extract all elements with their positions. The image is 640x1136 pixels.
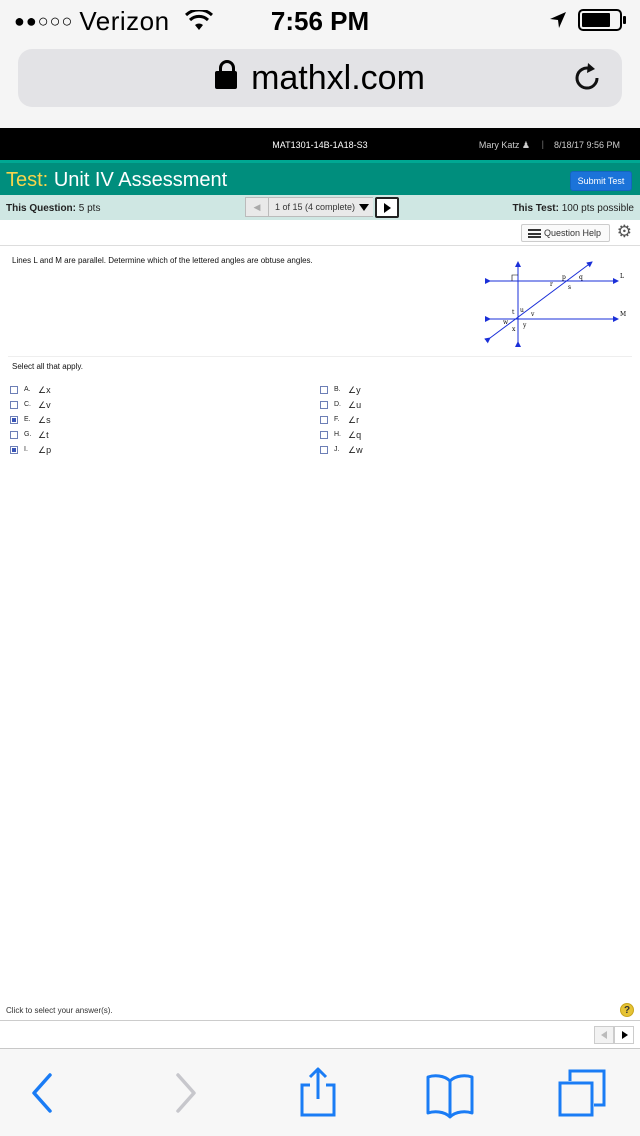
footer-message: Click to select your answer(s).: [6, 1006, 113, 1015]
checkbox[interactable]: [320, 416, 328, 424]
pager-previous-button[interactable]: [594, 1026, 614, 1044]
option-d[interactable]: D. ∠u: [320, 400, 440, 412]
lock-icon: [215, 71, 237, 89]
question-info-bar: [0, 195, 640, 220]
label-angle-y: y: [523, 322, 527, 329]
tabs-icon[interactable]: [552, 1067, 612, 1119]
option-j[interactable]: J. ∠w: [320, 445, 440, 457]
pager: [594, 1026, 634, 1044]
reload-icon[interactable]: [568, 59, 606, 97]
label-angle-r: r: [550, 281, 553, 288]
test-prefix: Test:: [6, 169, 49, 191]
safari-toolbar: [0, 1048, 640, 1136]
test-title: [6, 169, 227, 192]
checkbox-checked[interactable]: [10, 416, 18, 424]
label-angle-x: x: [512, 326, 516, 333]
label-angle-w: w: [503, 319, 509, 326]
address-domain: [18, 59, 622, 98]
test-name: Unit IV Assessment: [53, 169, 228, 191]
label-angle-t: t: [512, 309, 515, 316]
option-g[interactable]: G. ∠t: [10, 430, 130, 442]
divider: [0, 1020, 640, 1021]
label-angle-s: s: [568, 284, 572, 291]
option-f[interactable]: F. ∠r: [320, 415, 440, 427]
location-arrow-icon: [548, 10, 568, 30]
label-line-l: L: [620, 273, 624, 280]
checkbox[interactable]: [320, 401, 328, 409]
header-separator: |: [541, 139, 544, 149]
option-b[interactable]: B. ∠y: [320, 385, 440, 397]
question-select-dropdown[interactable]: [269, 197, 373, 217]
course-id: MAT1301-14B-1A18-S3: [272, 140, 368, 150]
checkbox[interactable]: [320, 386, 328, 394]
label-angle-u: u: [520, 307, 524, 314]
help-icon[interactable]: ?: [620, 1003, 634, 1017]
checkbox[interactable]: [10, 401, 18, 409]
parallel-lines-figure: [480, 256, 630, 348]
url-bar: [0, 40, 640, 128]
datetime: 8/18/17 9:56 PM: [553, 140, 620, 150]
next-question-button[interactable]: [375, 197, 399, 218]
question-help-button[interactable]: Question Help: [521, 224, 610, 242]
gear-icon[interactable]: ⚙: [616, 222, 632, 241]
checkbox[interactable]: [320, 431, 328, 439]
status-bar: [0, 0, 640, 40]
checkbox[interactable]: [10, 386, 18, 394]
course-header: [0, 128, 640, 160]
submit-test-button[interactable]: Submit Test: [570, 171, 632, 191]
label-angle-p: p: [562, 274, 566, 281]
battery-icon: [578, 8, 628, 32]
user-name[interactable]: Mary Katz ♟: [478, 140, 530, 150]
option-i[interactable]: I. ∠p: [10, 445, 130, 457]
test-points: This Test: 100 pts possible: [512, 203, 634, 214]
test-title-bar: [0, 160, 640, 195]
label-line-m: M: [620, 311, 627, 318]
option-h[interactable]: H. ∠q: [320, 430, 440, 442]
user-icon: ♟: [521, 140, 530, 150]
question-progress: 1 of 15 (4 complete): [275, 202, 356, 212]
signal-strength-icon: ●●○○○: [14, 11, 74, 31]
previous-question-button[interactable]: ◀: [245, 197, 269, 217]
list-icon: [528, 229, 541, 238]
address-field[interactable]: [18, 49, 622, 107]
bookmarks-icon[interactable]: [420, 1067, 480, 1119]
option-a[interactable]: A. ∠x: [10, 385, 130, 397]
carrier-name: Verizon: [79, 6, 170, 36]
option-e[interactable]: E. ∠s: [10, 415, 130, 427]
clock: 7:56 PM: [270, 6, 370, 36]
checkbox[interactable]: [10, 431, 18, 439]
chevron-down-icon: [359, 204, 369, 211]
instruction-text: Select all that apply.: [12, 362, 84, 371]
checkbox[interactable]: [320, 446, 328, 454]
checkbox-checked[interactable]: [10, 446, 18, 454]
help-bar: [0, 220, 640, 246]
question-text: Lines L and M are parallel. Determine which of the lettered angles are obtuse angles.: [12, 256, 313, 265]
domain-text: mathxl.com: [251, 59, 425, 97]
share-icon[interactable]: [288, 1067, 348, 1119]
question-points: This Question: 5 pts: [6, 203, 101, 214]
label-angle-q: q: [579, 274, 583, 281]
back-icon[interactable]: [14, 1067, 74, 1119]
pager-next-button[interactable]: [614, 1026, 634, 1044]
forward-icon[interactable]: [154, 1067, 214, 1119]
option-c[interactable]: C. ∠v: [10, 400, 130, 412]
label-angle-v: v: [531, 311, 535, 318]
divider: [8, 356, 632, 357]
